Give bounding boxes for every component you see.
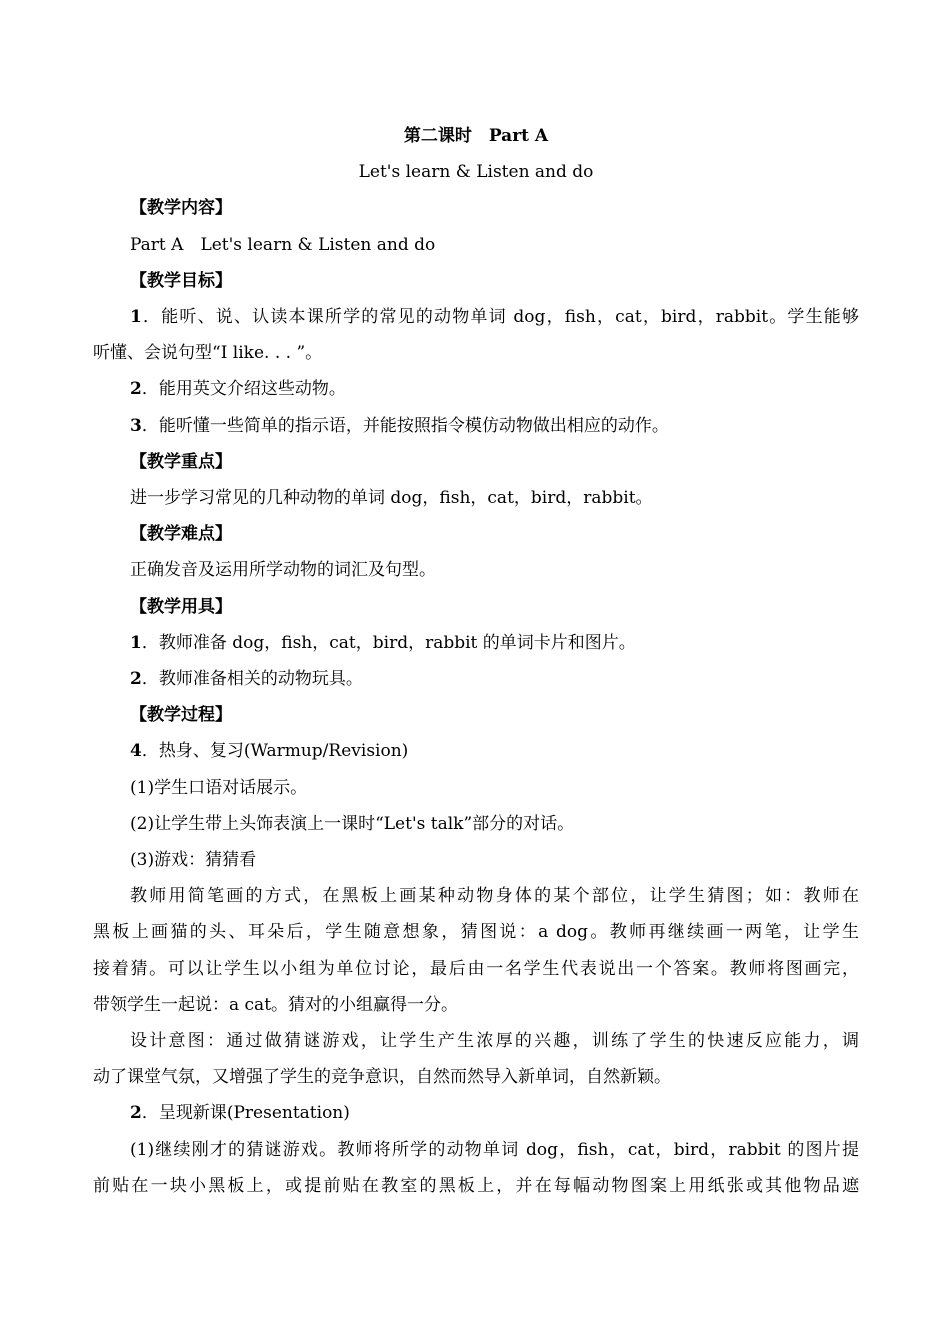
difficult-points-text: 正确发音及运用所学动物的词汇及句型。 xyxy=(130,560,436,581)
step-2 xyxy=(93,1095,859,1131)
step-1-number: 4 xyxy=(130,741,142,762)
section-heading-process: 【教学过程】 xyxy=(130,705,232,726)
key-points-text: 进一步学习常见的几种动物的单词 dog，fish，cat，bird，rabbit。 xyxy=(130,488,653,509)
lesson-subtitle: Let's learn & Listen and do xyxy=(358,162,594,183)
paragraph-1-line-1: 教师用简笔画的方式，在黑板上画某种动物身体的某个部位，让学生猜图；如：教师在 xyxy=(130,886,859,907)
tool-1-text: ．教师准备 dog，fish，cat，bird，rabbit 的单词卡片和图片。 xyxy=(141,632,636,653)
section-heading-key-points: 【教学重点】 xyxy=(130,451,232,472)
objective-2-number: 2 xyxy=(130,379,142,400)
step-1-item-a: (1)学生口语对话展示。 xyxy=(130,777,308,798)
tool-2 xyxy=(93,661,859,697)
tool-2-text: ．教师准备相关的动物玩具。 xyxy=(141,669,363,690)
step-2-text: ．呈现新课(Presentation) xyxy=(141,1103,350,1124)
document-page xyxy=(93,118,859,1204)
section-heading-content: 【教学内容】 xyxy=(130,198,232,219)
tool-2-number: 2 xyxy=(130,669,142,690)
paragraph-3-line-2: 前贴在一块小黑板上，或提前贴在教室的黑板上，并在每幅动物图案上用纸张或其他物品遮 xyxy=(93,1175,859,1196)
objective-3-text: ．能听懂一些简单的指示语，并能按照指令模仿动物做出相应的动作。 xyxy=(141,415,669,436)
paragraph-2-line-1: 设计意图：通过做猜谜游戏，让学生产生浓厚的兴趣，训练了学生的快速反应能力，调 xyxy=(130,1031,859,1052)
objective-1-number: 1 xyxy=(130,307,142,328)
objective-2 xyxy=(93,371,859,407)
paragraph-2-line-2: 动了课堂气氛，又增强了学生的竞争意识，自然而然导入新单词，自然新颖。 xyxy=(93,1067,671,1088)
step-1-text: ．热身、复习(Warmup/Revision) xyxy=(141,741,409,762)
section-heading-tools: 【教学用具】 xyxy=(130,596,232,617)
objective-3-number: 3 xyxy=(130,415,142,436)
step-2-number: 2 xyxy=(130,1103,142,1124)
tool-1-number: 1 xyxy=(130,632,142,653)
paragraph-1-line-2: 黑板上画猫的头、耳朵后，学生随意想象，猜图说：a dog。教师再继续画一两笔，让学生 xyxy=(93,922,859,943)
lesson-title: 第二课时 Part A xyxy=(403,126,549,146)
paragraph-1-line-3: 接着猜。可以让学生以小组为单位讨论，最后由一名学生代表说出一个答案。教师将图画完， xyxy=(93,958,859,979)
step-1-item-c: (3)游戏：猜猜看 xyxy=(130,850,257,871)
objective-3 xyxy=(93,408,859,444)
objective-1-line-2: 听懂、会说句型“I like. . . ”。 xyxy=(93,343,323,364)
content-text: Part A Let's learn & Listen and do xyxy=(130,234,436,255)
objective-1-line-1 xyxy=(93,299,859,335)
paragraph-1-line-4: 带领学生一起说：a cat。猜对的小组赢得一分。 xyxy=(93,994,459,1015)
paragraph-3-line-1: (1)继续刚才的猜谜游戏。教师将所学的动物单词 dog，fish，cat，bird，rabbit 的图片提 xyxy=(130,1139,859,1160)
objective-2-text: ．能用英文介绍这些动物。 xyxy=(141,379,346,400)
section-heading-objectives: 【教学目标】 xyxy=(130,270,232,291)
section-heading-difficult-points: 【教学难点】 xyxy=(130,524,232,545)
step-1 xyxy=(93,733,859,769)
step-1-item-b: (2)让学生带上头饰表演上一课时“Let's talk”部分的对话。 xyxy=(130,813,575,834)
tool-1 xyxy=(93,625,859,661)
objective-1-text: ．能听、说、认读本课所学的常见的动物单词 dog，fish，cat，bird，rabbit。学生能够 xyxy=(141,307,859,328)
